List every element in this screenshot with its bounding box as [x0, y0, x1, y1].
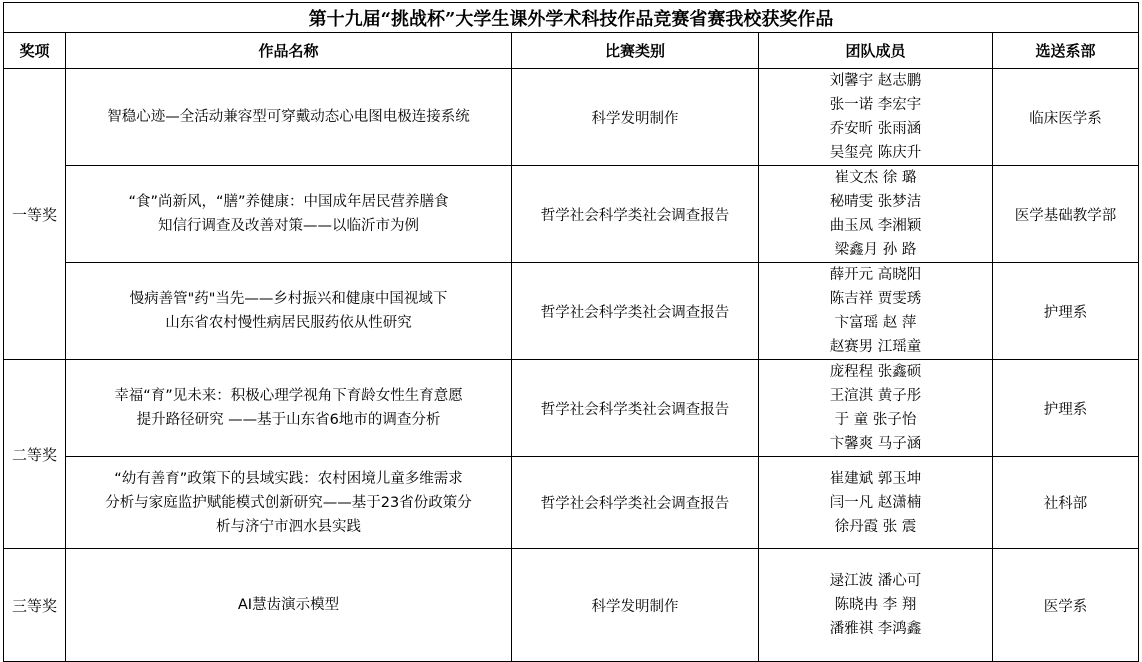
table-row: [4, 360, 1139, 457]
work-line: 幸福“育”见未来：积极心理学视角下育龄女性生育意愿: [114, 388, 463, 404]
team-members: [759, 69, 993, 166]
member-pair: 乔安昕 张雨涵: [829, 121, 922, 137]
work-title: [66, 457, 512, 549]
member-pair: 潘雅祺 李鸿鑫: [829, 621, 922, 637]
work-line: 析与济宁市泗水县实践: [216, 518, 361, 535]
header-work: 作品名称: [66, 33, 512, 69]
work-title: [66, 263, 512, 360]
table-row: [4, 457, 1139, 549]
work-line: 智稳心迹—全活动兼容型可穿戴动态心电图电极连接系统: [107, 109, 470, 125]
category: 哲学社会科学类社会调查报告: [512, 263, 759, 360]
member-pair: 陈吉祥 贾雯琇: [829, 291, 922, 307]
member-pair: 梁鑫月 孙 路: [834, 242, 917, 258]
table-row: [4, 263, 1139, 360]
work-line: 分析与家庭监护赋能模式创新研究——基于23省份政策分: [105, 494, 472, 511]
category: 哲学社会科学类社会调查报告: [512, 457, 759, 549]
member-pair: 崔文杰 徐 璐: [834, 170, 917, 186]
member-pair: 逯江波 潘心可: [829, 573, 922, 589]
department: 社科部: [993, 457, 1139, 549]
member-pair: 卞馨爽 马子涵: [829, 436, 922, 452]
department: 医学基础教学部: [993, 166, 1139, 263]
department: 医学系: [993, 549, 1139, 662]
award-first: 一等奖: [4, 69, 66, 360]
member-pair: 卞富瑶 赵 萍: [834, 315, 917, 331]
table-row: [4, 166, 1139, 263]
work-line: “幼有善育”政策下的县域实践：农村困境儿童多维需求: [114, 470, 463, 487]
category: 哲学社会科学类社会调查报告: [512, 360, 759, 457]
category: 哲学社会科学类社会调查报告: [512, 166, 759, 263]
table-row: [4, 69, 1139, 166]
member-pair: 赵赛男 江瑶童: [829, 339, 922, 355]
member-pair: 徐丹霞 张 震: [834, 518, 917, 535]
header-dept: 选送系部: [993, 33, 1139, 69]
member-pair: 曲玉凤 李湘颖: [829, 218, 922, 234]
work-line: AI慧齿演示模型: [237, 597, 340, 613]
award-third: 三等奖: [4, 549, 66, 662]
member-pair: 刘馨宇 赵志鹏: [829, 73, 922, 89]
table-row: [4, 549, 1139, 662]
header-row: [4, 33, 1139, 69]
member-pair: 庞程程 张鑫硕: [829, 364, 922, 380]
member-pair: 薛开元 高晓阳: [829, 267, 922, 283]
team-members: [759, 549, 993, 662]
work-line: 慢病善管"药"当先——乡村振兴和健康中国视域下: [129, 291, 448, 307]
title-row: [4, 3, 1139, 33]
work-title: [66, 360, 512, 457]
member-pair: 闫一凡 赵潇楠: [829, 494, 922, 511]
member-pair: 于 童 张子怡: [834, 412, 917, 428]
category: 科学发明制作: [512, 69, 759, 166]
team-members: [759, 166, 993, 263]
member-pair: 秘晴雯 张梦洁: [829, 194, 922, 210]
awards-table: [3, 2, 1139, 662]
member-pair: 陈晓冉 李 翔: [834, 597, 917, 613]
header-award: 奖项: [4, 33, 66, 69]
work-line: “食”尚新风，“膳”养健康：中国成年居民营养膳食: [128, 194, 449, 210]
work-title: [66, 69, 512, 166]
department: 临床医学系: [993, 69, 1139, 166]
table-title: 第十九届“挑战杯”大学生课外学术科技作品竞赛省赛我校获奖作品: [4, 3, 1139, 33]
work-title: [66, 166, 512, 263]
team-members: [759, 263, 993, 360]
member-pair: 崔建斌 郭玉坤: [829, 470, 922, 487]
header-team: 团队成员: [759, 33, 993, 69]
member-pair: 吴玺亮 陈庆升: [829, 145, 922, 161]
member-pair: 张一诺 李宏宇: [829, 97, 922, 113]
work-line: 知信行调查及改善对策——以临沂市为例: [158, 218, 419, 234]
department: 护理系: [993, 263, 1139, 360]
member-pair: 王渲淇 黄子彤: [829, 388, 922, 404]
header-category: 比赛类别: [512, 33, 759, 69]
team-members: [759, 360, 993, 457]
work-line: 提升路径研究 ——基于山东省6地市的调查分析: [136, 412, 441, 428]
work-line: 山东省农村慢性病居民服药依从性研究: [165, 315, 412, 331]
work-title: [66, 549, 512, 662]
team-members: [759, 457, 993, 549]
award-second: 二等奖: [4, 360, 66, 549]
department: 护理系: [993, 360, 1139, 457]
category: 科学发明制作: [512, 549, 759, 662]
